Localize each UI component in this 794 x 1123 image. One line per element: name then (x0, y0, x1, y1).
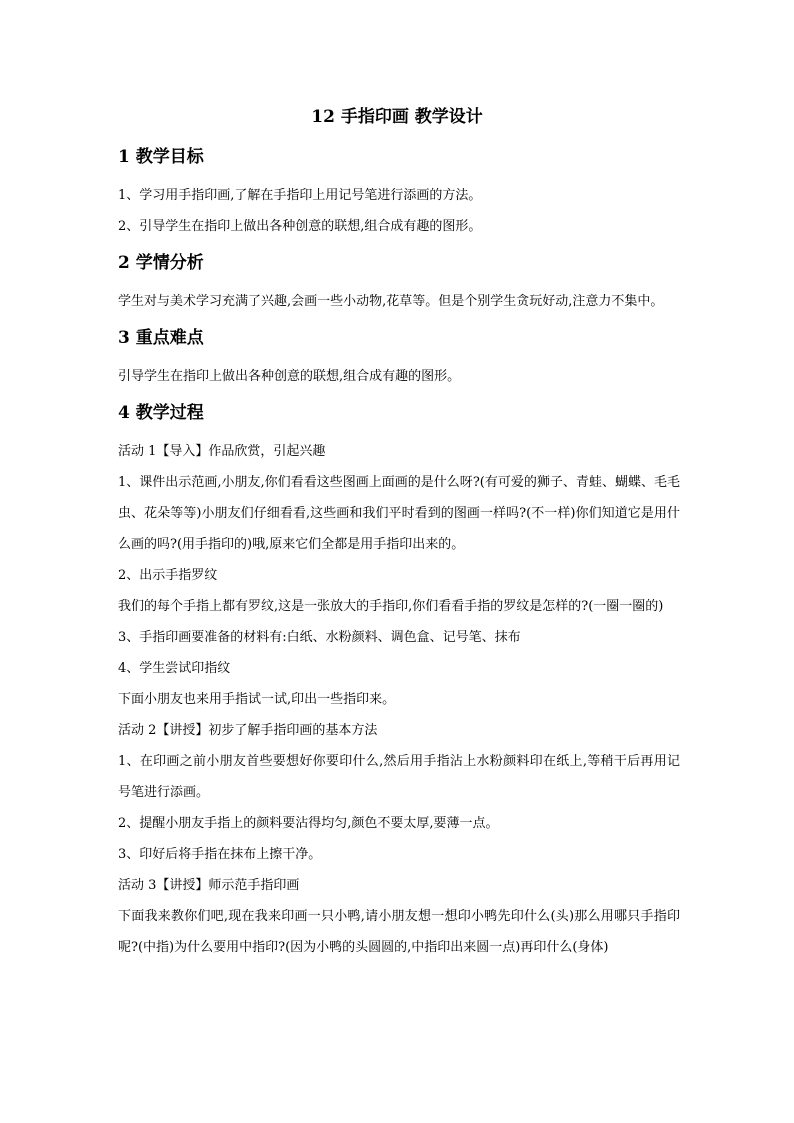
section-teaching-process (118, 400, 680, 963)
paragraph: 学生对与美术学习充满了兴趣,会画一些小动物,花草等。但是个别学生贪玩好动,注意力不集中。 (118, 294, 664, 309)
section-teaching-goals (118, 144, 680, 242)
paragraph: 3、印好后将手指在抹布上擦干净。 (118, 847, 322, 862)
paragraph: 下面我来教你们吧,现在我来印画一只小鸭,请小朋友想一想印小鸭先印什么(头)那么用哪只手指印呢?(中指)为什么要用中指印?(因为小鸭的头圆圆的,中指印出来圆一点)再印什么(身体) (118, 909, 680, 955)
paragraph: 2、出示手指罗纹 (118, 568, 218, 583)
paragraph: 1、学习用手指印画,了解在手指印上用记号笔进行添画的方法。 (118, 188, 482, 203)
paragraph: 3、手指印画要准备的材料有:白纸、水粉颜料、调色盒、记号笔、抹布 (118, 630, 521, 645)
paragraph: 2、提醒小朋友手指上的颜料要沾得均匀,颜色不要太厚,要薄一点。 (118, 816, 499, 831)
section-heading: 4 教学过程 (118, 403, 204, 423)
paragraph: 下面小朋友也来用手指试一试,印出一些指印来。 (118, 692, 396, 707)
paragraph: 2、引导学生在指印上做出各种创意的联想,组合成有趣的图形。 (118, 219, 482, 234)
section-heading: 2 学情分析 (118, 253, 204, 273)
activity-heading: 活动 3【讲授】师示范手指印画 (118, 878, 300, 893)
section-key-points (118, 325, 680, 392)
activity-heading: 活动 1【导入】作品欣赏，引起兴趣 (118, 444, 326, 459)
section-heading: 1 教学目标 (118, 147, 204, 167)
section-heading: 3 重点难点 (118, 328, 204, 348)
paragraph: 4、学生尝试印指纹 (118, 661, 231, 676)
paragraph: 1、课件出示范画,小朋友,你们看看这些图画上面画的是什么呀?(有可爱的狮子、青蛙、蝴蝶、毛毛虫、花朵等等)小朋友们仔细看看,这些画和我们平时看到的图画一样吗?(不一样)你们知道它是用什么画的吗?(用手指印的)哦,原来它们全都是用手指印出来的。 (118, 475, 680, 552)
paragraph: 我们的每个手指上都有罗纹,这是一张放大的手指印,你们看看手指的罗纹是怎样的?(一圈一圈的) (118, 599, 664, 614)
document-title: 12 手指印画 教学设计 (311, 107, 483, 127)
paragraph: 引导学生在指印上做出各种创意的联想,组合成有趣的图形。 (118, 369, 461, 384)
activity-heading: 活动 2【讲授】初步了解手指印画的基本方法 (118, 723, 378, 738)
document-body (118, 144, 680, 971)
section-learner-analysis (118, 250, 680, 317)
paragraph: 1、在印画之前小朋友首些要想好你要印什么,然后用手指沾上水粉颜料印在纸上,等稍干后再用记号笔进行添画。 (118, 754, 680, 800)
